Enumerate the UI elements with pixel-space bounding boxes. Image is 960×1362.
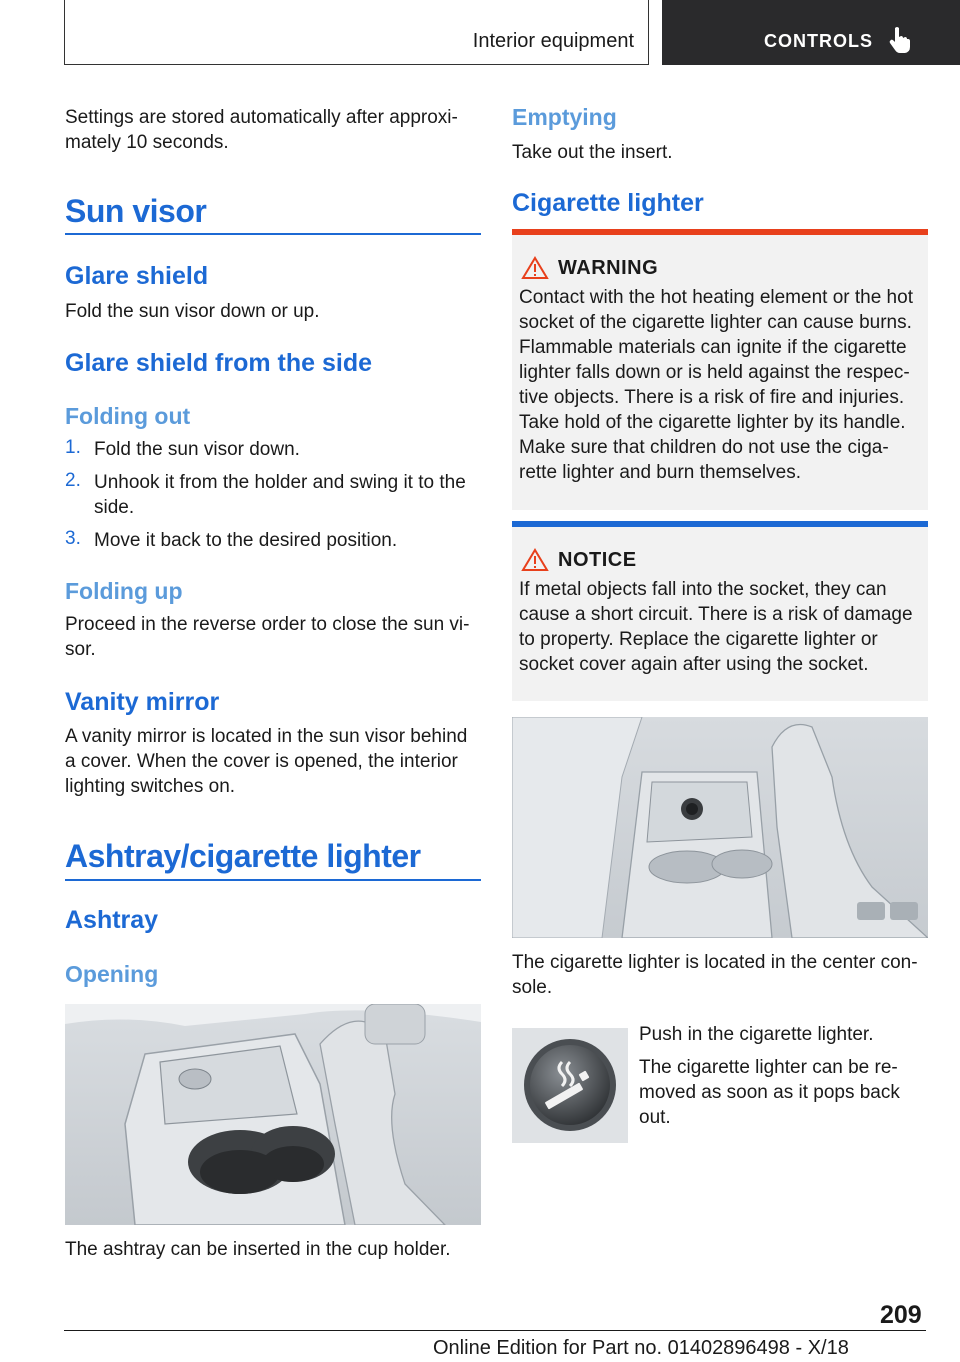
emptying-text: Take out the insert. <box>512 142 673 163</box>
warning-triangle-icon <box>521 256 549 280</box>
list-text: Move it back to the desired position. <box>94 530 398 551</box>
section-rule <box>65 233 481 235</box>
list-number: 2. <box>65 470 81 491</box>
page-number: 209 <box>880 1301 922 1329</box>
ashtray-heading: Ashtray <box>65 906 159 934</box>
warning-box <box>512 229 928 510</box>
vanity-mirror-heading: Vanity mirror <box>65 688 220 716</box>
notice-triangle-icon <box>521 548 549 572</box>
pointing-hand-icon <box>888 26 910 54</box>
section-rule <box>65 879 481 881</box>
footer-edition-text: Online Edition for Part no. 01402896498 - X/18 <box>433 1337 849 1359</box>
sun-visor-heading: Sun visor <box>65 193 207 229</box>
notice-text: If metal objects fall into the socket, they can cause a short circuit. There is a risk of damage to property. Replace the cigarette lighter or socket cover again after using the socket. <box>519 579 913 675</box>
intro-text: Settings are stored automatically after approxi- mately 10 seconds. <box>65 107 458 153</box>
cigarette-lighter-heading: Cigarette lighter <box>512 189 704 217</box>
push-in-text: Push in the cigarette lighter. <box>639 1024 874 1045</box>
notice-label: NOTICE <box>558 549 637 571</box>
warning-text: Contact with the hot heating element or the hot socket of the cigarette lighter can cause burns. Flammable materials can ignite if the cigarette lighter falls down or is held against the respec-tive objects. There is a risk of fire and injuries. Take hold of the cigarette lighter by its handle. Make sure that children do not use the ciga-rette lighter and burn themselves. <box>519 287 913 483</box>
cigarette-lighter-button-image <box>512 1028 628 1143</box>
list-text: Unhook it from the holder and swing it to the side. <box>94 472 466 518</box>
list-number: 1. <box>65 437 81 458</box>
header-section-title: Interior equipment <box>472 30 634 52</box>
folding-up-text: Proceed in the reverse order to close the sun vi- sor. <box>65 614 470 660</box>
glare-shield-heading: Glare shield <box>65 262 209 290</box>
notice-bar <box>512 521 928 527</box>
warning-bar <box>512 229 928 235</box>
emptying-heading: Emptying <box>512 104 617 130</box>
folding-up-heading: Folding up <box>65 578 183 604</box>
vanity-mirror-text: A vanity mirror is located in the sun visor behind a cover. When the cover is opened, the interior lighting switches on. <box>65 726 468 797</box>
ashtray-caption: The ashtray can be inserted in the cup holder. <box>65 1239 451 1260</box>
header-section-tab <box>64 0 649 65</box>
ashtray-illustration <box>65 1004 481 1225</box>
ashtray-lighter-heading: Ashtray/cigarette lighter <box>65 838 421 874</box>
header-chapter-tab <box>662 0 960 65</box>
lighter-removed-text: The cigarette lighter can be re- moved as soon as it pops back out. <box>639 1057 900 1128</box>
glare-shield-text: Fold the sun visor down or up. <box>65 301 320 322</box>
header-chapter-title: CONTROLS <box>764 31 873 51</box>
notice-box <box>512 521 928 701</box>
list-text: Fold the sun visor down. <box>94 439 300 460</box>
folding-out-heading: Folding out <box>65 403 191 429</box>
center-console-illustration <box>512 717 928 938</box>
list-number: 3. <box>65 528 81 549</box>
opening-heading: Opening <box>65 961 159 987</box>
glare-side-heading: Glare shield from the side <box>65 349 373 377</box>
lighter-location-text: The cigarette lighter is located in the center con- sole. <box>512 952 918 998</box>
footer-rule <box>64 1330 926 1331</box>
warning-label: WARNING <box>558 257 659 279</box>
